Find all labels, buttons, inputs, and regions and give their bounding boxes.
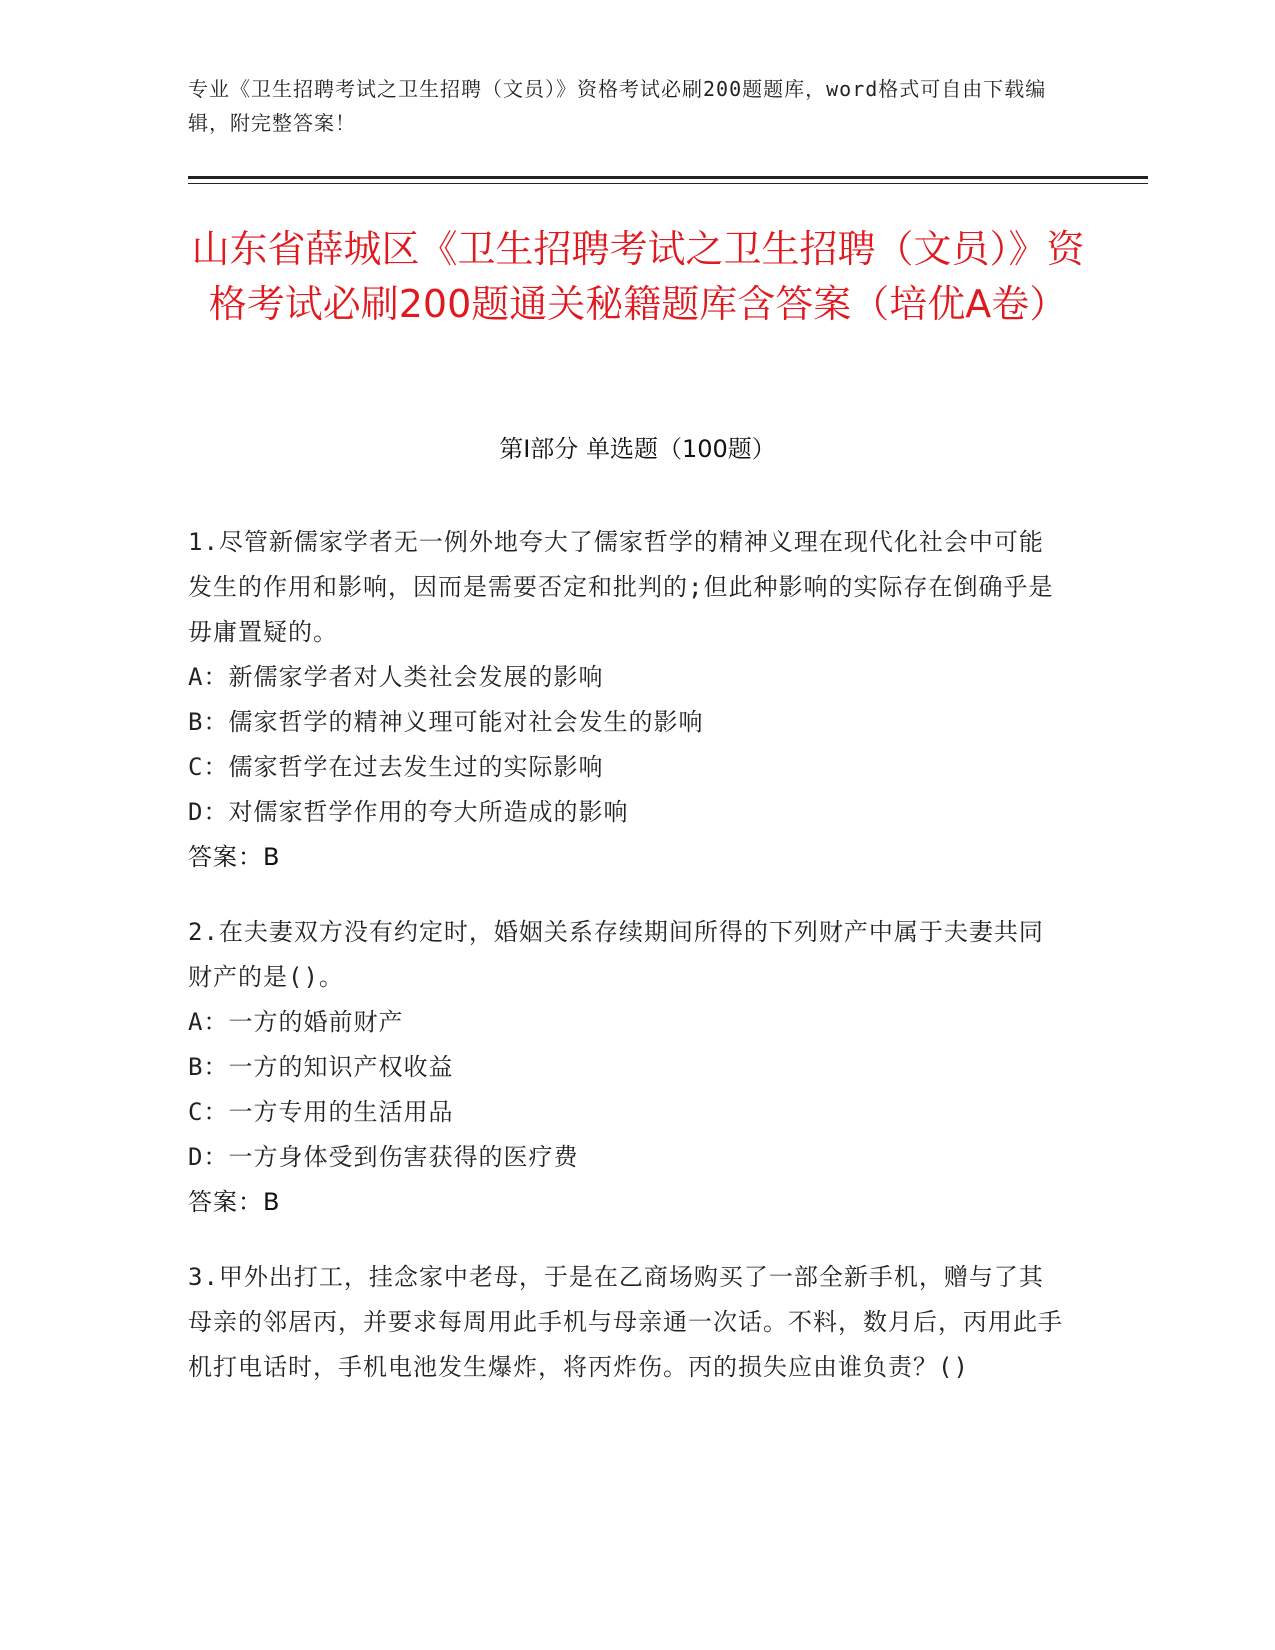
option-d: D：对儒家哲学作用的夸大所造成的影响 (188, 798, 629, 826)
section-title: 第Ⅰ部分 单选题（100题） (499, 435, 776, 463)
option-a: A：新儒家学者对人类社会发展的影响 (188, 663, 604, 691)
question-stem: 1.尽管新儒家学者无一例外地夸大了儒家哲学的精神义理在现代化社会中可能发生的作用和影响，因而是需要否定和批判的;但此种影响的实际存在倒确乎是毋庸置疑的。 (188, 528, 1054, 646)
question-stem: 2.在夫妻双方没有约定时，婚姻关系存续期间所得的下列财产中属于夫妻共同财产的是()。 (188, 918, 1044, 991)
option-d: D：一方身体受到伤害获得的医疗费 (188, 1143, 579, 1171)
answer: 答案：B (188, 843, 281, 871)
option-b: B：一方的知识产权收益 (188, 1053, 454, 1081)
question-stem: 3.甲外出打工，挂念家中老母，于是在乙商场购买了一部全新手机，赠与了其母亲的邻居丙，并要求每周用此手机与母亲通一次话。不料，数月后，丙用此手机打电话时，手机电池发生爆炸，将丙炸伤。丙的损失应由谁负责？() (188, 1263, 1063, 1381)
document-title: 山东省薛城区《卫生招聘考试之卫生招聘（文员）》资格考试必刷200题通关秘籍题库含答案（培优A卷） (191, 227, 1085, 326)
option-c: C：儒家哲学在过去发生过的实际影响 (188, 753, 604, 781)
option-a: A：一方的婚前财产 (188, 1008, 404, 1036)
header-note: 专业《卫生招聘考试之卫生招聘（文员）》资格考试必刷200题题库，word格式可自由下载编辑，附完整答案！ (188, 77, 1047, 135)
question-1 (188, 520, 1068, 880)
option-c: C：一方专用的生活用品 (188, 1098, 454, 1126)
question-list (188, 520, 1068, 1420)
header-rule-thick (188, 176, 1148, 179)
question-2 (188, 910, 1068, 1225)
option-b: B：儒家哲学的精神义理可能对社会发生的影响 (188, 708, 704, 736)
question-3 (188, 1255, 1068, 1390)
answer: 答案：B (188, 1188, 281, 1216)
header-rule-thin (188, 183, 1148, 184)
